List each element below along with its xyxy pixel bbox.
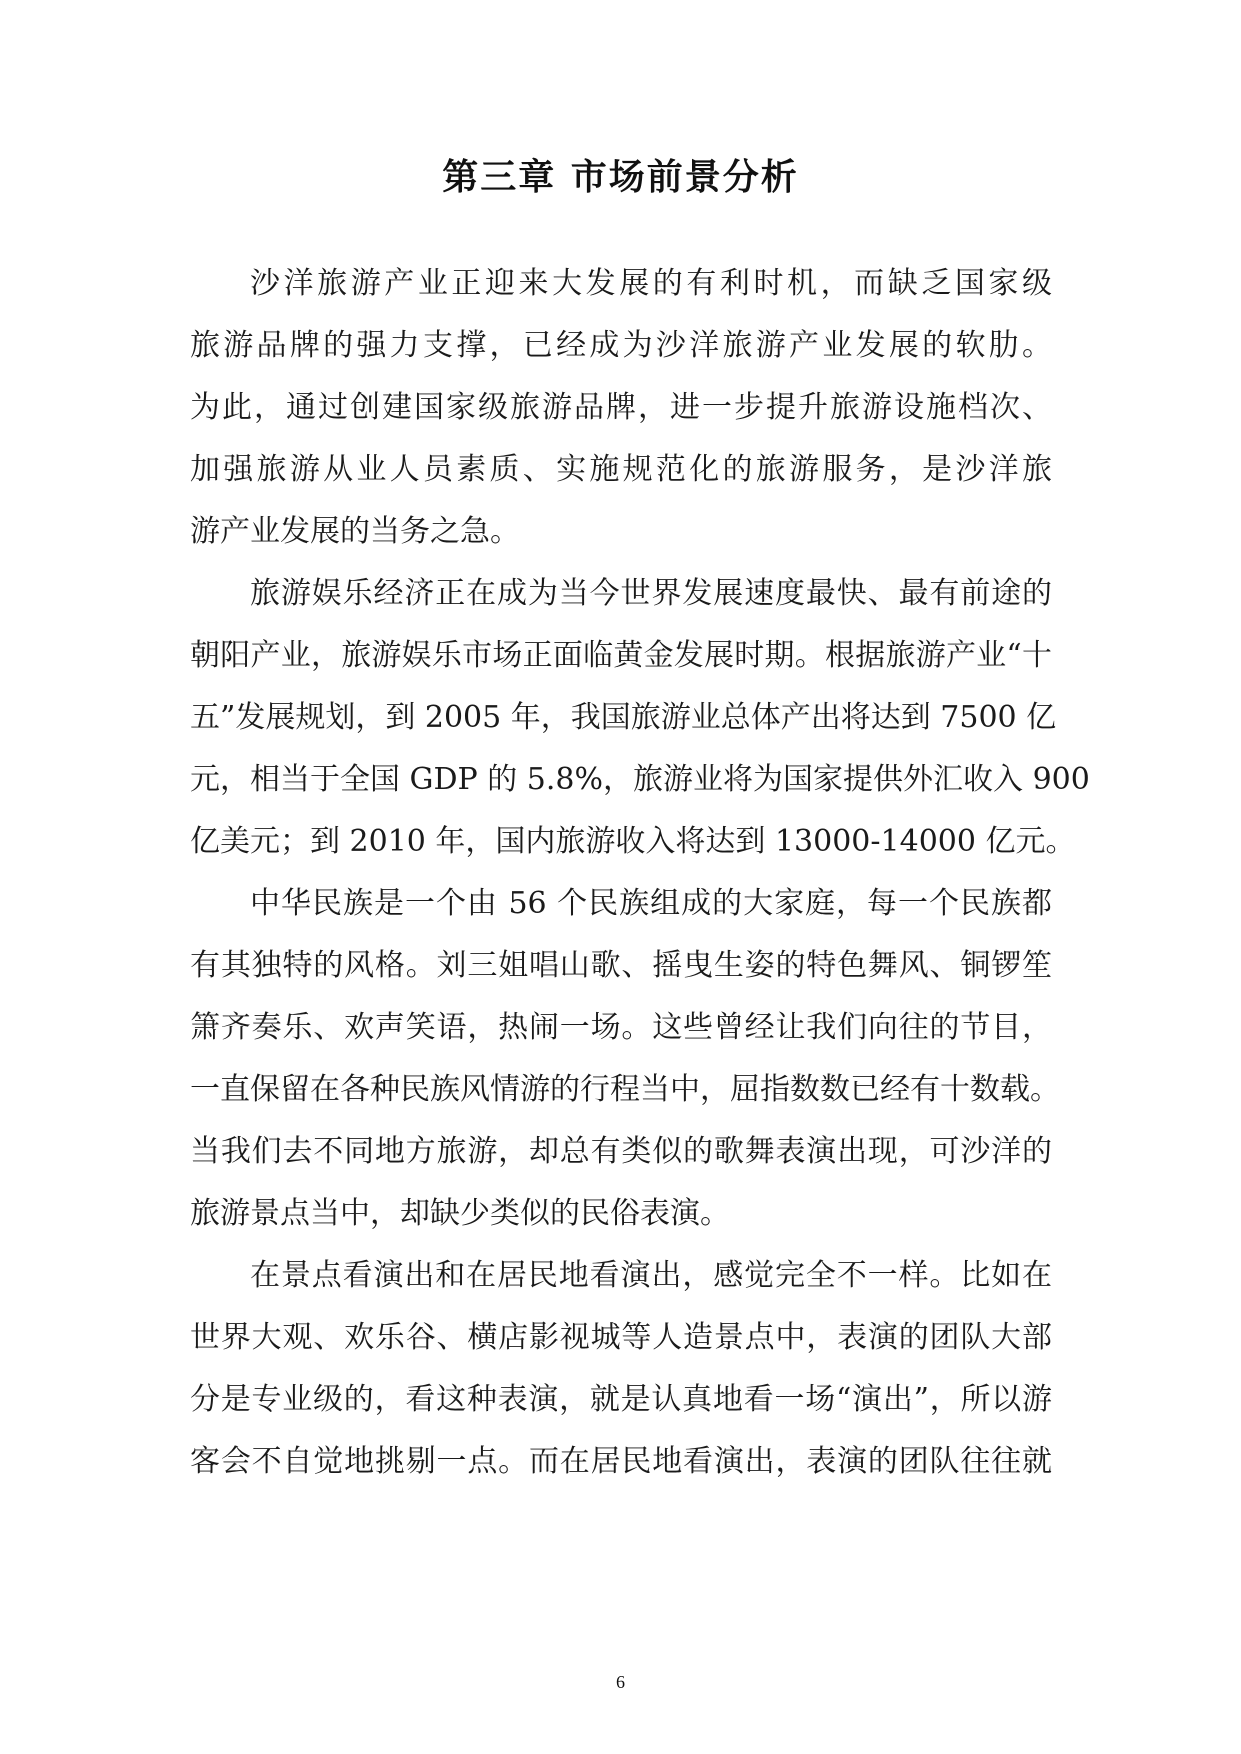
paragraph-1-line-4: 加强旅游从业人员素质、实施规范化的旅游服务，是沙洋旅 (190, 452, 1052, 487)
paragraph-3-line-4: 一直保留在各种民族风情游的行程当中，屈指数数已经有十数载。 (190, 1072, 1060, 1107)
paragraph-1-line-2: 旅游品牌的强力支撑，已经成为沙洋旅游产业发展的软肋。 (190, 328, 1052, 363)
paragraph-2-line-1: 旅游娱乐经济正在成为当今世界发展速度最快、最有前途的 (250, 576, 1052, 611)
page-number: 6 (616, 1672, 625, 1692)
chapter-title: 第三章 市场前景分析 (442, 157, 799, 198)
paragraph-1-line-5: 游产业发展的当务之急。 (190, 514, 520, 549)
paragraph-2-line-3: 五”发展规划，到 2005 年，我国旅游业总体产出将达到 7500 亿 (190, 700, 1057, 735)
paragraph-2-line-4: 元，相当于全国 GDP 的 5.8%，旅游业将为国家提供外汇收入 900 (190, 762, 1090, 797)
paragraph-3-line-5: 当我们去不同地方旅游，却总有类似的歌舞表演出现，可沙洋的 (190, 1134, 1052, 1169)
paragraph-4-line-2: 世界大观、欢乐谷、横店影视城等人造景点中，表演的团队大部 (190, 1320, 1052, 1355)
paragraph-2-line-5: 亿美元；到 2010 年，国内旅游收入将达到 13000-14000 亿元。 (190, 824, 1076, 859)
paragraph-3-line-6: 旅游景点当中，却缺少类似的民俗表演。 (190, 1196, 730, 1231)
paragraph-2-line-2: 朝阳产业，旅游娱乐市场正面临黄金发展时期。根据旅游产业“十 (190, 638, 1052, 673)
paragraph-3-line-1: 中华民族是一个由 56 个民族组成的大家庭，每一个民族都 (250, 886, 1052, 921)
paragraph-4-line-3: 分是专业级的，看这种表演，就是认真地看一场“演出”，所以游 (190, 1382, 1052, 1417)
paragraph-3-line-2: 有其独特的风格。刘三姐唱山歌、摇曳生姿的特色舞风、铜锣笙 (190, 948, 1052, 983)
paragraph-4-line-1: 在景点看演出和在居民地看演出，感觉完全不一样。比如在 (250, 1258, 1052, 1293)
paragraph-1-line-3: 为此，通过创建国家级旅游品牌，进一步提升旅游设施档次、 (190, 390, 1052, 425)
paragraph-1-line-1: 沙洋旅游产业正迎来大发展的有利时机，而缺乏国家级 (250, 266, 1052, 301)
paragraph-3-line-3: 箫齐奏乐、欢声笑语，热闹一场。这些曾经让我们向往的节目， (190, 1010, 1052, 1045)
paragraph-4-line-4: 客会不自觉地挑剔一点。而在居民地看演出，表演的团队往往就 (190, 1444, 1052, 1479)
